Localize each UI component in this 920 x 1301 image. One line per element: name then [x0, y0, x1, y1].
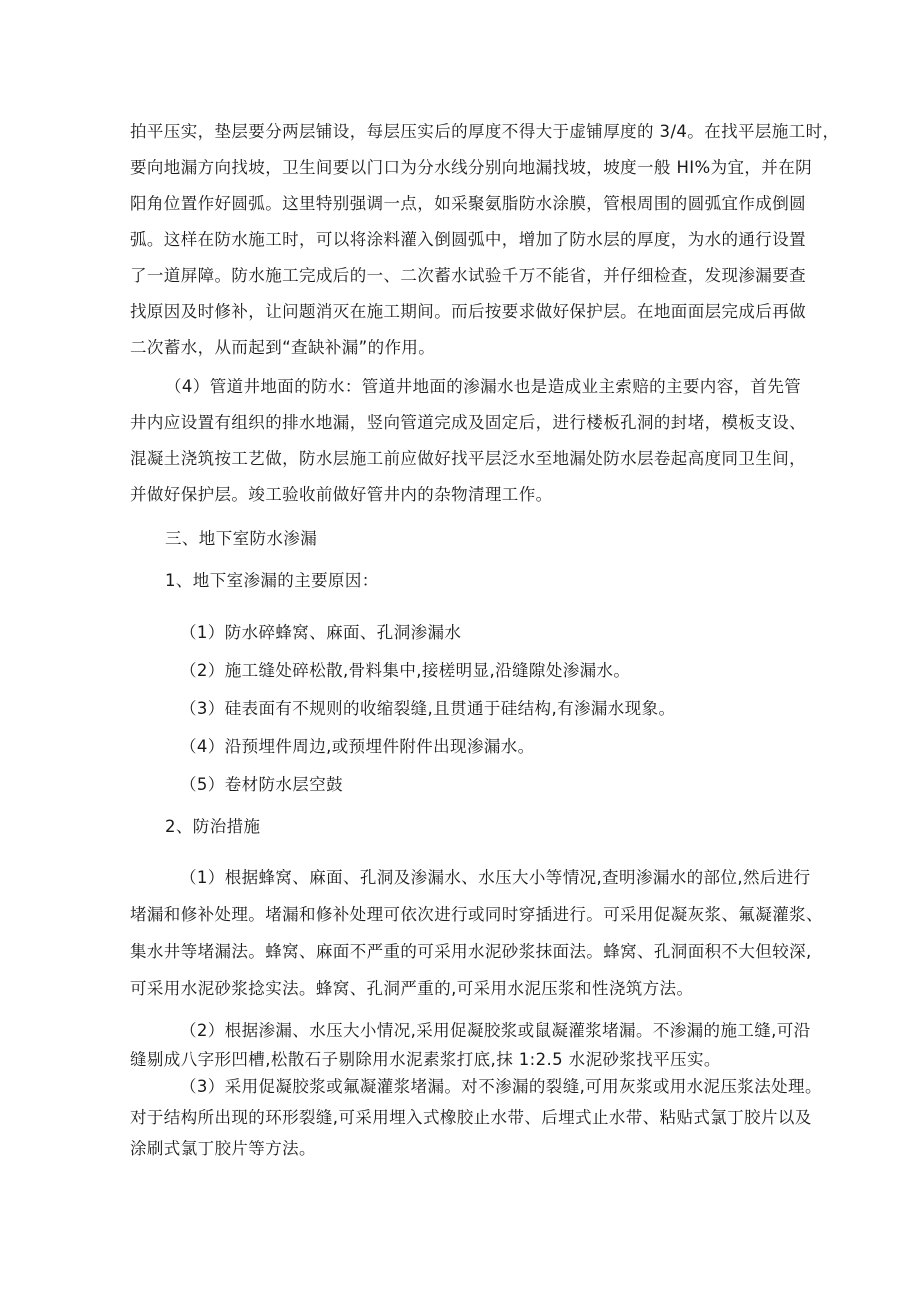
list-item: （4）沿预埋件周边,或预埋件附件出现渗漏水。: [180, 737, 535, 756]
subsection-heading: 2、防治措施: [165, 817, 261, 836]
subsection-heading: 1、地下室渗漏的主要原因：: [165, 571, 379, 590]
paragraph-line: 了一道屏障。防水施工完成后的一、二次蓄水试验千万不能省，并仔细检查，发现渗漏要查: [130, 266, 806, 285]
list-item: （2）施工缝处碎松散,骨料集中,接槎明显,沿缝隙处渗漏水。: [180, 661, 631, 680]
paragraph-line: 找原因及时修补，让问题消灭在施工期间。而后按要求做好保护层。在地面面层完成后再做: [130, 302, 806, 321]
paragraph-line: 二次蓄水，从而起到“查缺补漏”的作用。: [130, 338, 436, 357]
paragraph-line: （4）管道井地面的防水：管道井地面的渗漏水也是造成业主索赔的主要内容，首先管: [165, 377, 802, 396]
paragraph-line: 并做好保护层。竣工验收前做好管井内的杂物清理工作。: [130, 485, 553, 504]
paragraph-line: 拍平压实，垫层要分两层铺设，每层压实后的厚度不得大于虚铺厚度的 3/4。在找平层施工时，: [130, 122, 840, 141]
section-heading: 三、地下室防水渗漏: [165, 529, 318, 548]
paragraph-line: 混凝土浇筑按工艺做，防水层施工前应做好找平层泛水至地漏处防水层卷起高度同卫生间，: [130, 449, 806, 468]
paragraph-line: 弧。这样在防水施工时，可以将涂料灌入倒圆弧中，增加了防水层的厚度，为水的通行设置: [130, 230, 806, 249]
list-item: （1）防水碎蜂窝、麻面、孔洞渗漏水: [180, 623, 462, 642]
paragraph-line: 井内应设置有组织的排水地漏，竖向管道完成及固定后，进行楼板孔洞的封堵，模板支设、: [130, 413, 806, 432]
list-item: （5）卷材防水层空鼓: [180, 775, 343, 794]
paragraph-line: 对于结构所出现的环形裂缝,可采用埋入式橡胶止水带、后埋式止水带、粘贴式氯丁胶片以及: [130, 1108, 812, 1127]
paragraph-line: 集水井等堵漏法。蜂窝、麻面不严重的可采用水泥砂浆抹面法。蜂窝、孔洞面积不大但较深,: [130, 942, 812, 961]
paragraph-line: （1）根据蜂窝、麻面、孔洞及渗漏水、水压大小等情况,查明渗漏水的部位,然后进行: [180, 868, 811, 887]
paragraph-line: 阳角位置作好圆弧。这里特别强调一点，如采聚氨脂防水涂膜，管根周围的圆弧宜作成倒圆: [130, 194, 806, 213]
paragraph-line: 要向地漏方向找坡，卫生间要以门口为分水线分别向地漏找坡，坡度一般 HI%为宜，并在阴: [130, 158, 812, 177]
paragraph-line: 涂刷式氯丁胶片等方法。: [130, 1139, 316, 1158]
paragraph-line: （2）根据渗漏、水压大小情况,采用促凝胶浆或鼠凝灌浆堵漏。不渗漏的施工缝,可沿: [180, 1021, 811, 1040]
list-item: （3）硅表面有不规则的收缩裂缝,且贯通于硅结构,有渗漏水现象。: [180, 699, 676, 718]
paragraph-line: 可采用水泥砂浆捻实法。蜂窝、孔洞严重的,可采用水泥压浆和性浇筑方法。: [130, 979, 694, 998]
paragraph-line: （3）采用促凝胶浆或氟凝灌浆堵漏。对不渗漏的裂缝,可用灰浆或用水泥压浆法处理。: [180, 1077, 822, 1096]
paragraph-line: 堵漏和修补处理。堵漏和修补处理可依次进行或同时穿插进行。可采用促凝灰浆、氟凝灌浆、: [130, 905, 823, 924]
paragraph-line: 缝剔成八字形凹槽,松散石子剔除用水泥素浆打底,抹 1:2.5 水泥砂浆找平压实。: [130, 1050, 721, 1069]
